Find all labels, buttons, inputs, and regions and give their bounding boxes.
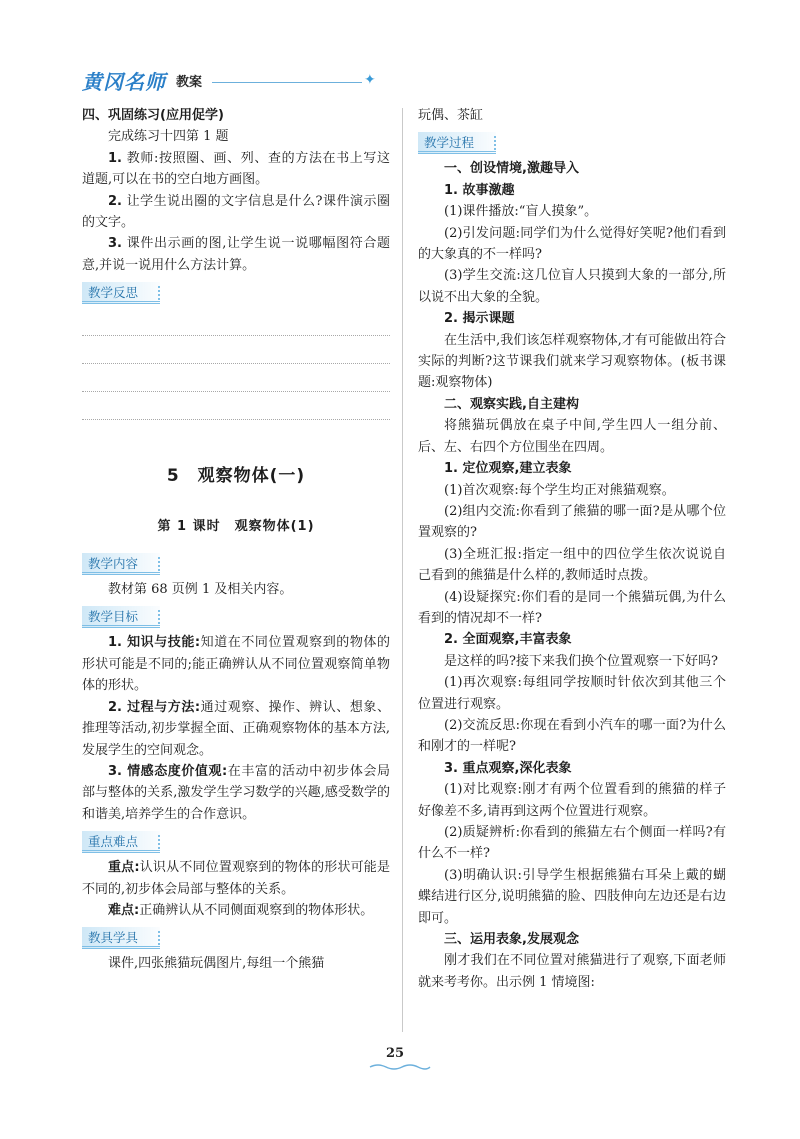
paragraph: 玩偶、茶缸	[418, 108, 484, 123]
sub-heading: 1. 故事激趣	[444, 182, 515, 198]
key-points-badge	[82, 831, 160, 853]
badge-tail	[146, 286, 160, 300]
section-heading: 二、观察实践,自主建构	[444, 396, 579, 412]
goal-text: 知道在不同位置观察到的物体的形状可能是不同的;能正确辨认从不同位置观察简单物体的形状。	[82, 635, 390, 694]
item-number: 2.	[108, 193, 122, 209]
paragraph	[82, 761, 390, 825]
badge-tail	[146, 557, 160, 571]
right-column	[418, 105, 726, 993]
section-heading: 一、创设情境,激趣导入	[444, 161, 579, 177]
writing-line[interactable]	[82, 392, 390, 420]
column-divider	[402, 108, 403, 1032]
process-badge	[418, 132, 496, 154]
item-text: 让学生说出圈的文字信息是什么?课件演示圈的文字。	[82, 193, 390, 231]
paragraph	[82, 148, 390, 191]
writing-line[interactable]	[82, 336, 390, 364]
paragraph	[82, 632, 390, 696]
paragraph: (1)再次观察:每组同学按顺时针依次到其他三个位置进行观察。	[418, 675, 726, 712]
paragraph: (1)对比观察:刚才有两个位置看到的熊猫的样子好像差不多,请再到这两个位置进行观察。	[418, 782, 726, 819]
lesson-title: 第 1 课时 观察物体(1)	[157, 518, 315, 534]
section-heading: 四、巩固练习(应用促学)	[82, 108, 224, 123]
page-number: 25	[386, 1046, 405, 1061]
reflection-badge	[82, 282, 160, 304]
paragraph: 完成练习十四第 1 题	[108, 129, 229, 145]
paragraph: 是这样的吗?接下来我们换个位置观察一下好吗?	[444, 653, 718, 669]
paragraph	[82, 191, 390, 234]
left-column	[82, 105, 390, 975]
goal-label: 3. 情感态度价值观:	[108, 763, 228, 779]
paragraph: 课件,四张熊猫玩偶图片,每组一个熊猫	[108, 956, 325, 972]
badge-tail	[146, 931, 160, 945]
paragraph: (1)首次观察:每个学生均正对熊猫观察。	[444, 482, 675, 498]
badge-label: 教学内容	[88, 556, 139, 572]
paragraph: (2)质疑辨析:你看到的熊猫左右个侧面一样吗?有什么不一样?	[418, 825, 726, 862]
item-text: 教师:按照圈、画、列、查的方法在书上写这道题,可以在书的空白地方画图。	[82, 150, 390, 188]
sub-heading: 2. 全面观察,丰富表象	[444, 632, 572, 648]
header-rule	[212, 82, 362, 83]
badge-label: 教具学具	[88, 930, 139, 946]
sparkle-icon: ✦	[364, 72, 376, 88]
brand-logo: 黄冈名师	[82, 70, 166, 94]
chapter-title: 5 观察物体(一)	[166, 466, 306, 487]
paragraph: (3)全班汇报:指定一组中的四位学生依次说说自己看到的熊猫是什么样的,教师适时点拨。	[418, 546, 726, 584]
badge-label: 教学反思	[88, 285, 139, 301]
badge-label: 重点难点	[88, 834, 139, 850]
sub-heading: 3. 重点观察,深化表象	[444, 760, 572, 776]
goal-text: 通过观察、操作、辨认、想象、推理等活动,初步掌握全面、正确观察物体的基本方法,发展学生的空间观念。	[82, 699, 390, 758]
paragraph: (2)组内交流:你看到了熊猫的哪一面?是从哪个位置观察的?	[418, 503, 726, 541]
sub-heading: 2. 揭示课题	[444, 311, 515, 327]
paragraph: (3)学生交流:这几位盲人只摸到大象的一部分,所以说不出大象的全貌。	[418, 268, 726, 305]
paragraph	[82, 900, 390, 921]
tools-badge	[82, 927, 160, 949]
paragraph: 在生活中,我们该怎样观察物体,才有可能做出符合实际的判断?这节课我们就来学习观察物体。(板书课题:观察物体)	[418, 332, 726, 391]
item-number: 1.	[108, 150, 122, 166]
sub-heading: 1. 定位观察,建立表象	[444, 461, 572, 477]
paragraph	[82, 233, 390, 276]
item-number: 3.	[108, 236, 122, 252]
paragraph: (1)课件播放:“盲人摸象”。	[444, 204, 598, 220]
section-heading: 三、运用表象,发展观念	[444, 932, 579, 948]
paragraph: 教材第 68 页例 1 及相关内容。	[108, 582, 293, 598]
badge-tail	[146, 835, 160, 849]
paragraph	[82, 697, 390, 761]
goal-label: 2. 过程与方法:	[108, 699, 201, 715]
paragraph: (4)设疑探究:你们看的是同一个熊猫玩偶,为什么看到的情况却不一样?	[418, 589, 726, 626]
goal-text: 在丰富的活动中初步体会局部与整体的关系,激发学生学习数学的兴趣,感受数学的和谐美,培养学生的合作意识。	[82, 763, 390, 822]
badge-label: 教学目标	[88, 609, 139, 625]
badge-label: 教学过程	[424, 135, 475, 151]
paragraph: 刚才我们在不同位置对熊猫进行了观察,下面老师就来考考你。出示例 1 情境图:	[418, 953, 726, 990]
page-header	[82, 62, 376, 96]
brand-subtitle: 教案	[176, 75, 203, 90]
paragraph: (2)交流反思:你现在看到小汽车的哪一面?为什么和刚才的一样呢?	[418, 717, 726, 755]
writing-line[interactable]	[82, 308, 390, 336]
page-number-ornament	[368, 1063, 432, 1071]
goal-label: 1. 知识与技能:	[108, 635, 201, 651]
paragraph: 将熊猫玩偶放在桌子中间,学生四人一组分前、后、左、右四个方位围坐在四周。	[418, 418, 726, 455]
badge-tail	[482, 136, 496, 150]
paragraph: (2)引发问题:同学们为什么觉得好笑呢?他们看到的大象真的不一样吗?	[418, 225, 726, 263]
item-text: 课件出示画的图,让学生说一说哪幅图符合题意,并说一说用什么方法计算。	[82, 236, 390, 273]
paragraph: (3)明确认识:引导学生根据熊猫右耳朵上戴的蝴蝶结进行区分,说明熊猫的脸、四肢伸向左边还是右边即可。	[418, 867, 726, 926]
difficulty-text: 正确辨认从不同侧面观察到的物体形状。	[139, 902, 374, 918]
badge-tail	[146, 610, 160, 624]
paragraph	[82, 857, 390, 900]
difficulty-label: 难点:	[108, 902, 140, 918]
key-label: 重点:	[108, 860, 140, 876]
goal-badge	[82, 606, 160, 628]
key-text: 认识从不同位置观察到的物体的形状可能是不同的,初步体会局部与整体的关系。	[82, 860, 390, 897]
writing-line[interactable]	[82, 364, 390, 392]
content-badge	[82, 553, 160, 575]
